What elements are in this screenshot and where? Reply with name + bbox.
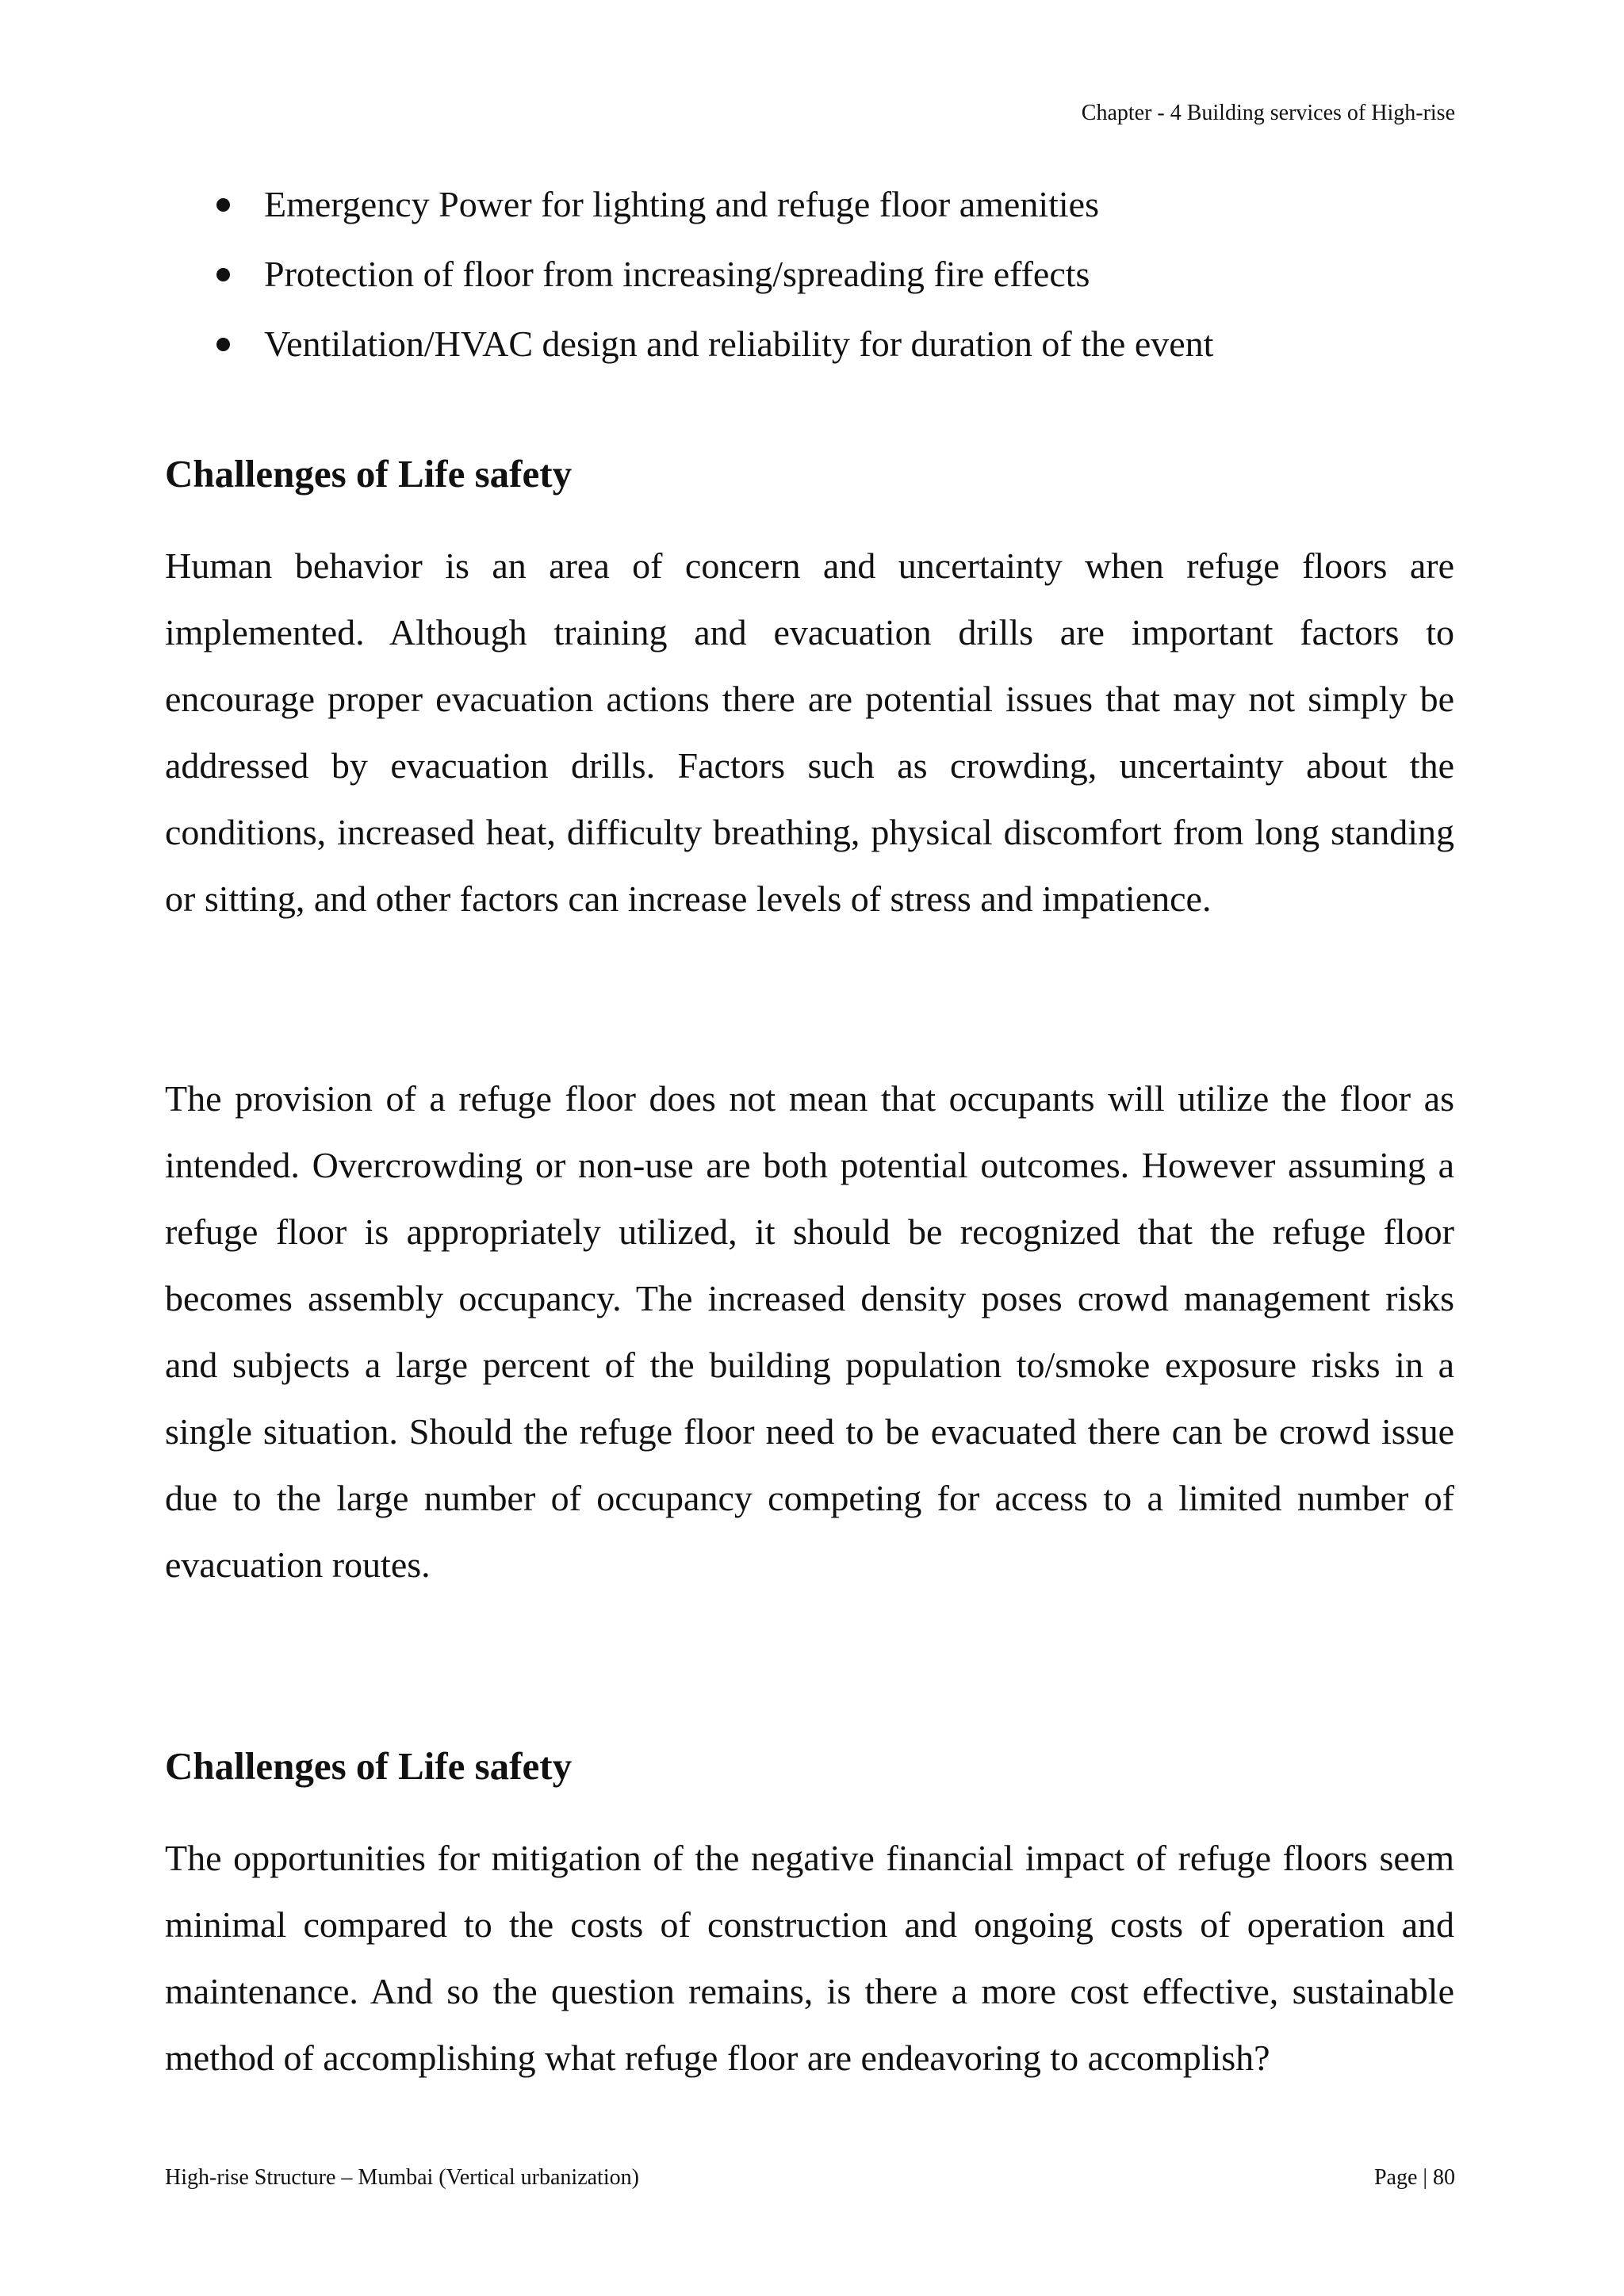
list-item — [210, 170, 1213, 239]
list-item-text: Protection of floor from increasing/spreading fire effects — [264, 254, 1090, 294]
section-heading-life-safety: Challenges of Life safety — [165, 452, 573, 496]
list-item-text: Emergency Power for lighting and refuge floor amenities — [264, 184, 1099, 224]
list-item-text: Ventilation/HVAC design and reliability for duration of the event — [264, 323, 1214, 364]
list-item — [210, 309, 1213, 379]
bullet-icon — [216, 268, 230, 281]
footer-document-title: High-rise Structure – Mumbai (Vertical urbanization) — [165, 2165, 639, 2190]
page-number: Page | 80 — [1373, 2165, 1455, 2190]
running-header: Chapter - 4 Building services of High-rise — [1081, 101, 1455, 125]
bullet-list — [210, 170, 1213, 379]
paragraph-refuge-floor-provision: The provision of a refuge floor does not mean that occupants will utilize the floor as intended. Overcrowding or non-use are both potential outcomes. However assuming a refuge floor is appropriately utilized, it should be recognized that the refuge floor becomes assembly occupancy. The increased density poses crowd management risks and subjects a large percent of the building population to/smoke exposure risks in a single situation. Should the refuge floor need to be evacuated there can be crowd issue due to the large number of occupancy competing for access to a limited number of evacuation routes. — [165, 1078, 1454, 1585]
bullet-icon — [216, 198, 230, 212]
list-item — [210, 239, 1213, 309]
section-heading-life-safety-2: Challenges of Life safety — [165, 1744, 573, 1788]
bullet-icon — [216, 338, 230, 351]
paragraph-human-behavior: Human behavior is an area of concern and uncertainty when refuge floors are implemented. Although training and evacuation drills are important factors to encourage proper evacuation actions there are potential issues that may not simply be addressed by evacuation drills. Factors such as crowding, uncertainty about the conditions, increased heat, difficulty breathing, physical discomfort from long standing or sitting, and other factors can increase levels of stress and impatience. — [165, 545, 1454, 919]
paragraph-mitigation: The opportunities for mitigation of the negative financial impact of refuge floors seem minimal compared to the costs of construction and ongoing costs of operation and maintenance. And so the question remains, is there a more cost effective, sustainable method of accomplishing what refuge floor are endeavoring to accomplish? — [165, 1838, 1454, 2078]
